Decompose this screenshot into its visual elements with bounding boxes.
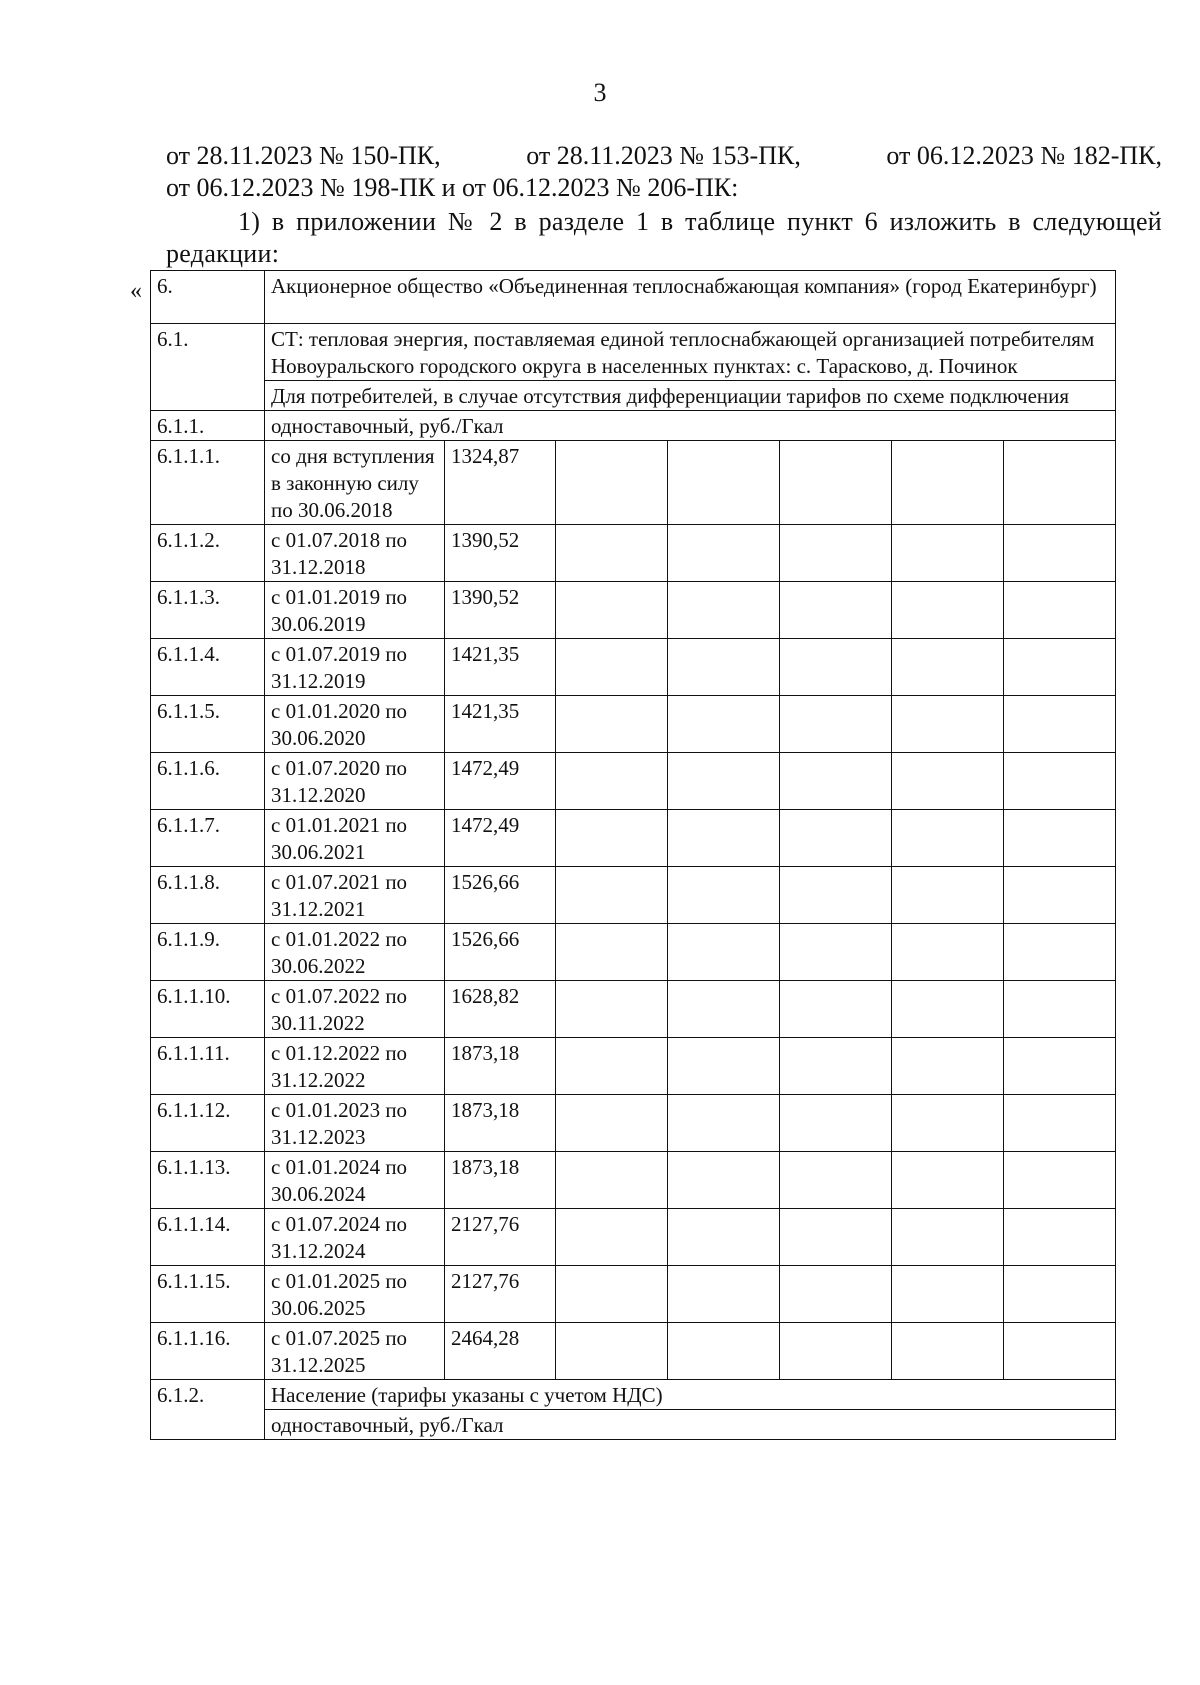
empty-cell	[892, 696, 1004, 753]
empty-cell	[780, 525, 892, 582]
empty-cell	[780, 1209, 892, 1266]
empty-cell	[1004, 1323, 1116, 1380]
row-number: 6.1.1.15.	[151, 1266, 265, 1323]
page-number: 3	[593, 78, 607, 107]
empty-cell	[1004, 441, 1116, 525]
section-title: Акционерное общество «Объединенная теплоснабжающая компания» (город Екатеринбург)	[265, 271, 1116, 324]
table-row	[151, 441, 1116, 525]
empty-cell	[668, 981, 780, 1038]
empty-cell	[1004, 1209, 1116, 1266]
empty-cell	[892, 1266, 1004, 1323]
opening-quote: «	[130, 278, 142, 304]
table-row	[151, 1038, 1116, 1095]
empty-cell	[892, 981, 1004, 1038]
empty-cell	[1004, 696, 1116, 753]
empty-cell	[892, 810, 1004, 867]
empty-cell	[1004, 639, 1116, 696]
intro-line-2: от 06.12.2023 № 198-ПК и от 06.12.2023 № 206-ПК:	[166, 173, 739, 202]
empty-cell	[1004, 582, 1116, 639]
empty-cell	[780, 1095, 892, 1152]
empty-cell	[668, 867, 780, 924]
table-row	[151, 582, 1116, 639]
row-period: с 01.07.2021 по 31.12.2021	[265, 867, 445, 924]
empty-cell	[556, 981, 668, 1038]
empty-cell	[556, 696, 668, 753]
empty-cell	[668, 924, 780, 981]
empty-cell	[892, 1323, 1004, 1380]
empty-cell	[668, 810, 780, 867]
empty-cell	[892, 753, 1004, 810]
consumers-note: Для потребителей, в случае отсутствия дифференциации тарифов по схеме подключения	[265, 381, 1116, 411]
population-tariff-label: одноставочный, руб./Гкал	[265, 1410, 1116, 1440]
row-number: 6.1.1.13.	[151, 1152, 265, 1209]
empty-cell	[780, 924, 892, 981]
table-row	[151, 1323, 1116, 1380]
empty-cell	[1004, 867, 1116, 924]
empty-cell	[780, 1038, 892, 1095]
row-tariff-value: 1628,82	[445, 981, 556, 1038]
row-tariff-value: 1390,52	[445, 582, 556, 639]
empty-cell	[780, 1323, 892, 1380]
empty-cell	[892, 1038, 1004, 1095]
empty-cell	[892, 1095, 1004, 1152]
row-period: со дня вступления в законную силу по 30.06.2018	[265, 441, 445, 525]
empty-cell	[556, 753, 668, 810]
row-tariff-value: 1421,35	[445, 696, 556, 753]
row-period: с 01.01.2025 по 30.06.2025	[265, 1266, 445, 1323]
population-title: Население (тарифы указаны с учетом НДС)	[265, 1380, 1116, 1410]
empty-cell	[1004, 525, 1116, 582]
empty-cell	[668, 1323, 780, 1380]
empty-cell	[556, 1266, 668, 1323]
row-period: с 01.07.2018 по 31.12.2018	[265, 525, 445, 582]
row-number: 6.1.1.12.	[151, 1095, 265, 1152]
row-number: 6.1.1.8.	[151, 867, 265, 924]
empty-cell	[780, 582, 892, 639]
table-row	[151, 924, 1116, 981]
empty-cell	[892, 1209, 1004, 1266]
row-number: 6.1.1.4.	[151, 639, 265, 696]
subsection-title: СТ: тепловая энергия, поставляемая единой теплоснабжающей организацией потребителям Новоуральского городского округа в населенных пунктах: с. Тарасково, д. Починок	[265, 324, 1116, 381]
empty-cell	[1004, 924, 1116, 981]
consumers-note-row	[151, 381, 1116, 411]
table-row	[151, 1266, 1116, 1323]
row-period: с 01.01.2023 по 31.12.2023	[265, 1095, 445, 1152]
row-period: с 01.01.2022 по 30.06.2022	[265, 924, 445, 981]
table-row	[151, 639, 1116, 696]
empty-cell	[1004, 1095, 1116, 1152]
subsection-row	[151, 324, 1116, 381]
row-period: с 01.07.2019 по 31.12.2019	[265, 639, 445, 696]
row-number: 6.1.1.1.	[151, 441, 265, 525]
empty-cell	[892, 525, 1004, 582]
intro-ref-2: от 28.11.2023 № 153-ПК,	[526, 141, 801, 170]
row-period: с 01.07.2025 по 31.12.2025	[265, 1323, 445, 1380]
empty-cell	[892, 1152, 1004, 1209]
row-number: 6.1.1.7.	[151, 810, 265, 867]
population-row	[151, 1380, 1116, 1410]
empty-cell	[1004, 1038, 1116, 1095]
intro-paragraph: 1) в приложении № 2 в разделе 1 в таблице пункт 6 изложить в следующей редакции:	[166, 207, 1162, 268]
empty-cell	[668, 1266, 780, 1323]
empty-cell	[556, 1038, 668, 1095]
section-number: 6.	[151, 271, 265, 324]
row-number: 6.1.1.16.	[151, 1323, 265, 1380]
empty-cell	[668, 639, 780, 696]
row-tariff-value: 1873,18	[445, 1095, 556, 1152]
empty-cell	[668, 1038, 780, 1095]
row-tariff-value: 1873,18	[445, 1152, 556, 1209]
empty-cell	[556, 1095, 668, 1152]
empty-cell	[668, 1209, 780, 1266]
row-tariff-value: 1472,49	[445, 810, 556, 867]
row-tariff-value: 1472,49	[445, 753, 556, 810]
section-row	[151, 271, 1116, 324]
empty-cell	[1004, 753, 1116, 810]
empty-cell	[556, 867, 668, 924]
row-tariff-value: 1421,35	[445, 639, 556, 696]
row-period: с 01.01.2021 по 30.06.2021	[265, 810, 445, 867]
empty-cell	[780, 639, 892, 696]
empty-cell	[668, 441, 780, 525]
table-row	[151, 1209, 1116, 1266]
table-row	[151, 1095, 1116, 1152]
empty-cell	[780, 810, 892, 867]
empty-cell	[1004, 981, 1116, 1038]
empty-cell	[556, 1152, 668, 1209]
empty-cell	[892, 639, 1004, 696]
row-period: с 01.01.2024 по 30.06.2024	[265, 1152, 445, 1209]
empty-cell	[556, 1323, 668, 1380]
tariff-type-label: одноставочный, руб./Гкал	[265, 411, 1116, 441]
row-tariff-value: 1526,66	[445, 867, 556, 924]
row-number: 6.1.1.9.	[151, 924, 265, 981]
empty-cell	[556, 639, 668, 696]
empty-cell	[892, 924, 1004, 981]
table-row	[151, 525, 1116, 582]
empty-cell	[892, 867, 1004, 924]
table-row	[151, 696, 1116, 753]
table-row	[151, 981, 1116, 1038]
intro-ref-1: от 28.11.2023 № 150-ПК,	[166, 141, 441, 170]
empty-cell	[556, 924, 668, 981]
row-number: 6.1.1.6.	[151, 753, 265, 810]
population-number: 6.1.2.	[151, 1380, 265, 1440]
tariff-table	[150, 270, 1116, 1440]
empty-cell	[780, 441, 892, 525]
table-row	[151, 753, 1116, 810]
row-tariff-value: 1324,87	[445, 441, 556, 525]
empty-cell	[780, 867, 892, 924]
table-row	[151, 1152, 1116, 1209]
tariff-type-number: 6.1.1.	[151, 411, 265, 441]
population-tariff-row	[151, 1410, 1116, 1440]
empty-cell	[668, 525, 780, 582]
empty-cell	[556, 810, 668, 867]
table-row	[151, 867, 1116, 924]
row-number: 6.1.1.14.	[151, 1209, 265, 1266]
empty-cell	[556, 1209, 668, 1266]
empty-cell	[668, 696, 780, 753]
row-tariff-value: 2127,76	[445, 1209, 556, 1266]
empty-cell	[780, 981, 892, 1038]
row-number: 6.1.1.10.	[151, 981, 265, 1038]
row-number: 6.1.1.3.	[151, 582, 265, 639]
empty-cell	[780, 1266, 892, 1323]
empty-cell	[556, 525, 668, 582]
empty-cell	[780, 753, 892, 810]
empty-cell	[668, 1152, 780, 1209]
subsection-number: 6.1.	[151, 324, 265, 411]
intro-ref-3: от 06.12.2023 № 182-ПК,	[886, 141, 1162, 170]
row-period: с 01.07.2024 по 31.12.2024	[265, 1209, 445, 1266]
row-tariff-value: 1873,18	[445, 1038, 556, 1095]
empty-cell	[1004, 1152, 1116, 1209]
empty-cell	[668, 753, 780, 810]
row-period: с 01.01.2019 по 30.06.2019	[265, 582, 445, 639]
row-tariff-value: 2464,28	[445, 1323, 556, 1380]
empty-cell	[1004, 810, 1116, 867]
row-number: 6.1.1.2.	[151, 525, 265, 582]
empty-cell	[556, 441, 668, 525]
row-period: с 01.07.2022 по 30.11.2022	[265, 981, 445, 1038]
row-period: с 01.07.2020 по 31.12.2020	[265, 753, 445, 810]
table-row	[151, 810, 1116, 867]
empty-cell	[780, 696, 892, 753]
empty-cell	[892, 441, 1004, 525]
row-period: с 01.12.2022 по 31.12.2022	[265, 1038, 445, 1095]
empty-cell	[892, 582, 1004, 639]
row-tariff-value: 2127,76	[445, 1266, 556, 1323]
row-tariff-value: 1526,66	[445, 924, 556, 981]
row-number: 6.1.1.11.	[151, 1038, 265, 1095]
row-number: 6.1.1.5.	[151, 696, 265, 753]
intro-line-1	[166, 140, 1162, 172]
empty-cell	[780, 1152, 892, 1209]
empty-cell	[668, 582, 780, 639]
tariff-type-row	[151, 411, 1116, 441]
empty-cell	[1004, 1266, 1116, 1323]
row-period: с 01.01.2020 по 30.06.2020	[265, 696, 445, 753]
empty-cell	[556, 582, 668, 639]
empty-cell	[668, 1095, 780, 1152]
row-tariff-value: 1390,52	[445, 525, 556, 582]
